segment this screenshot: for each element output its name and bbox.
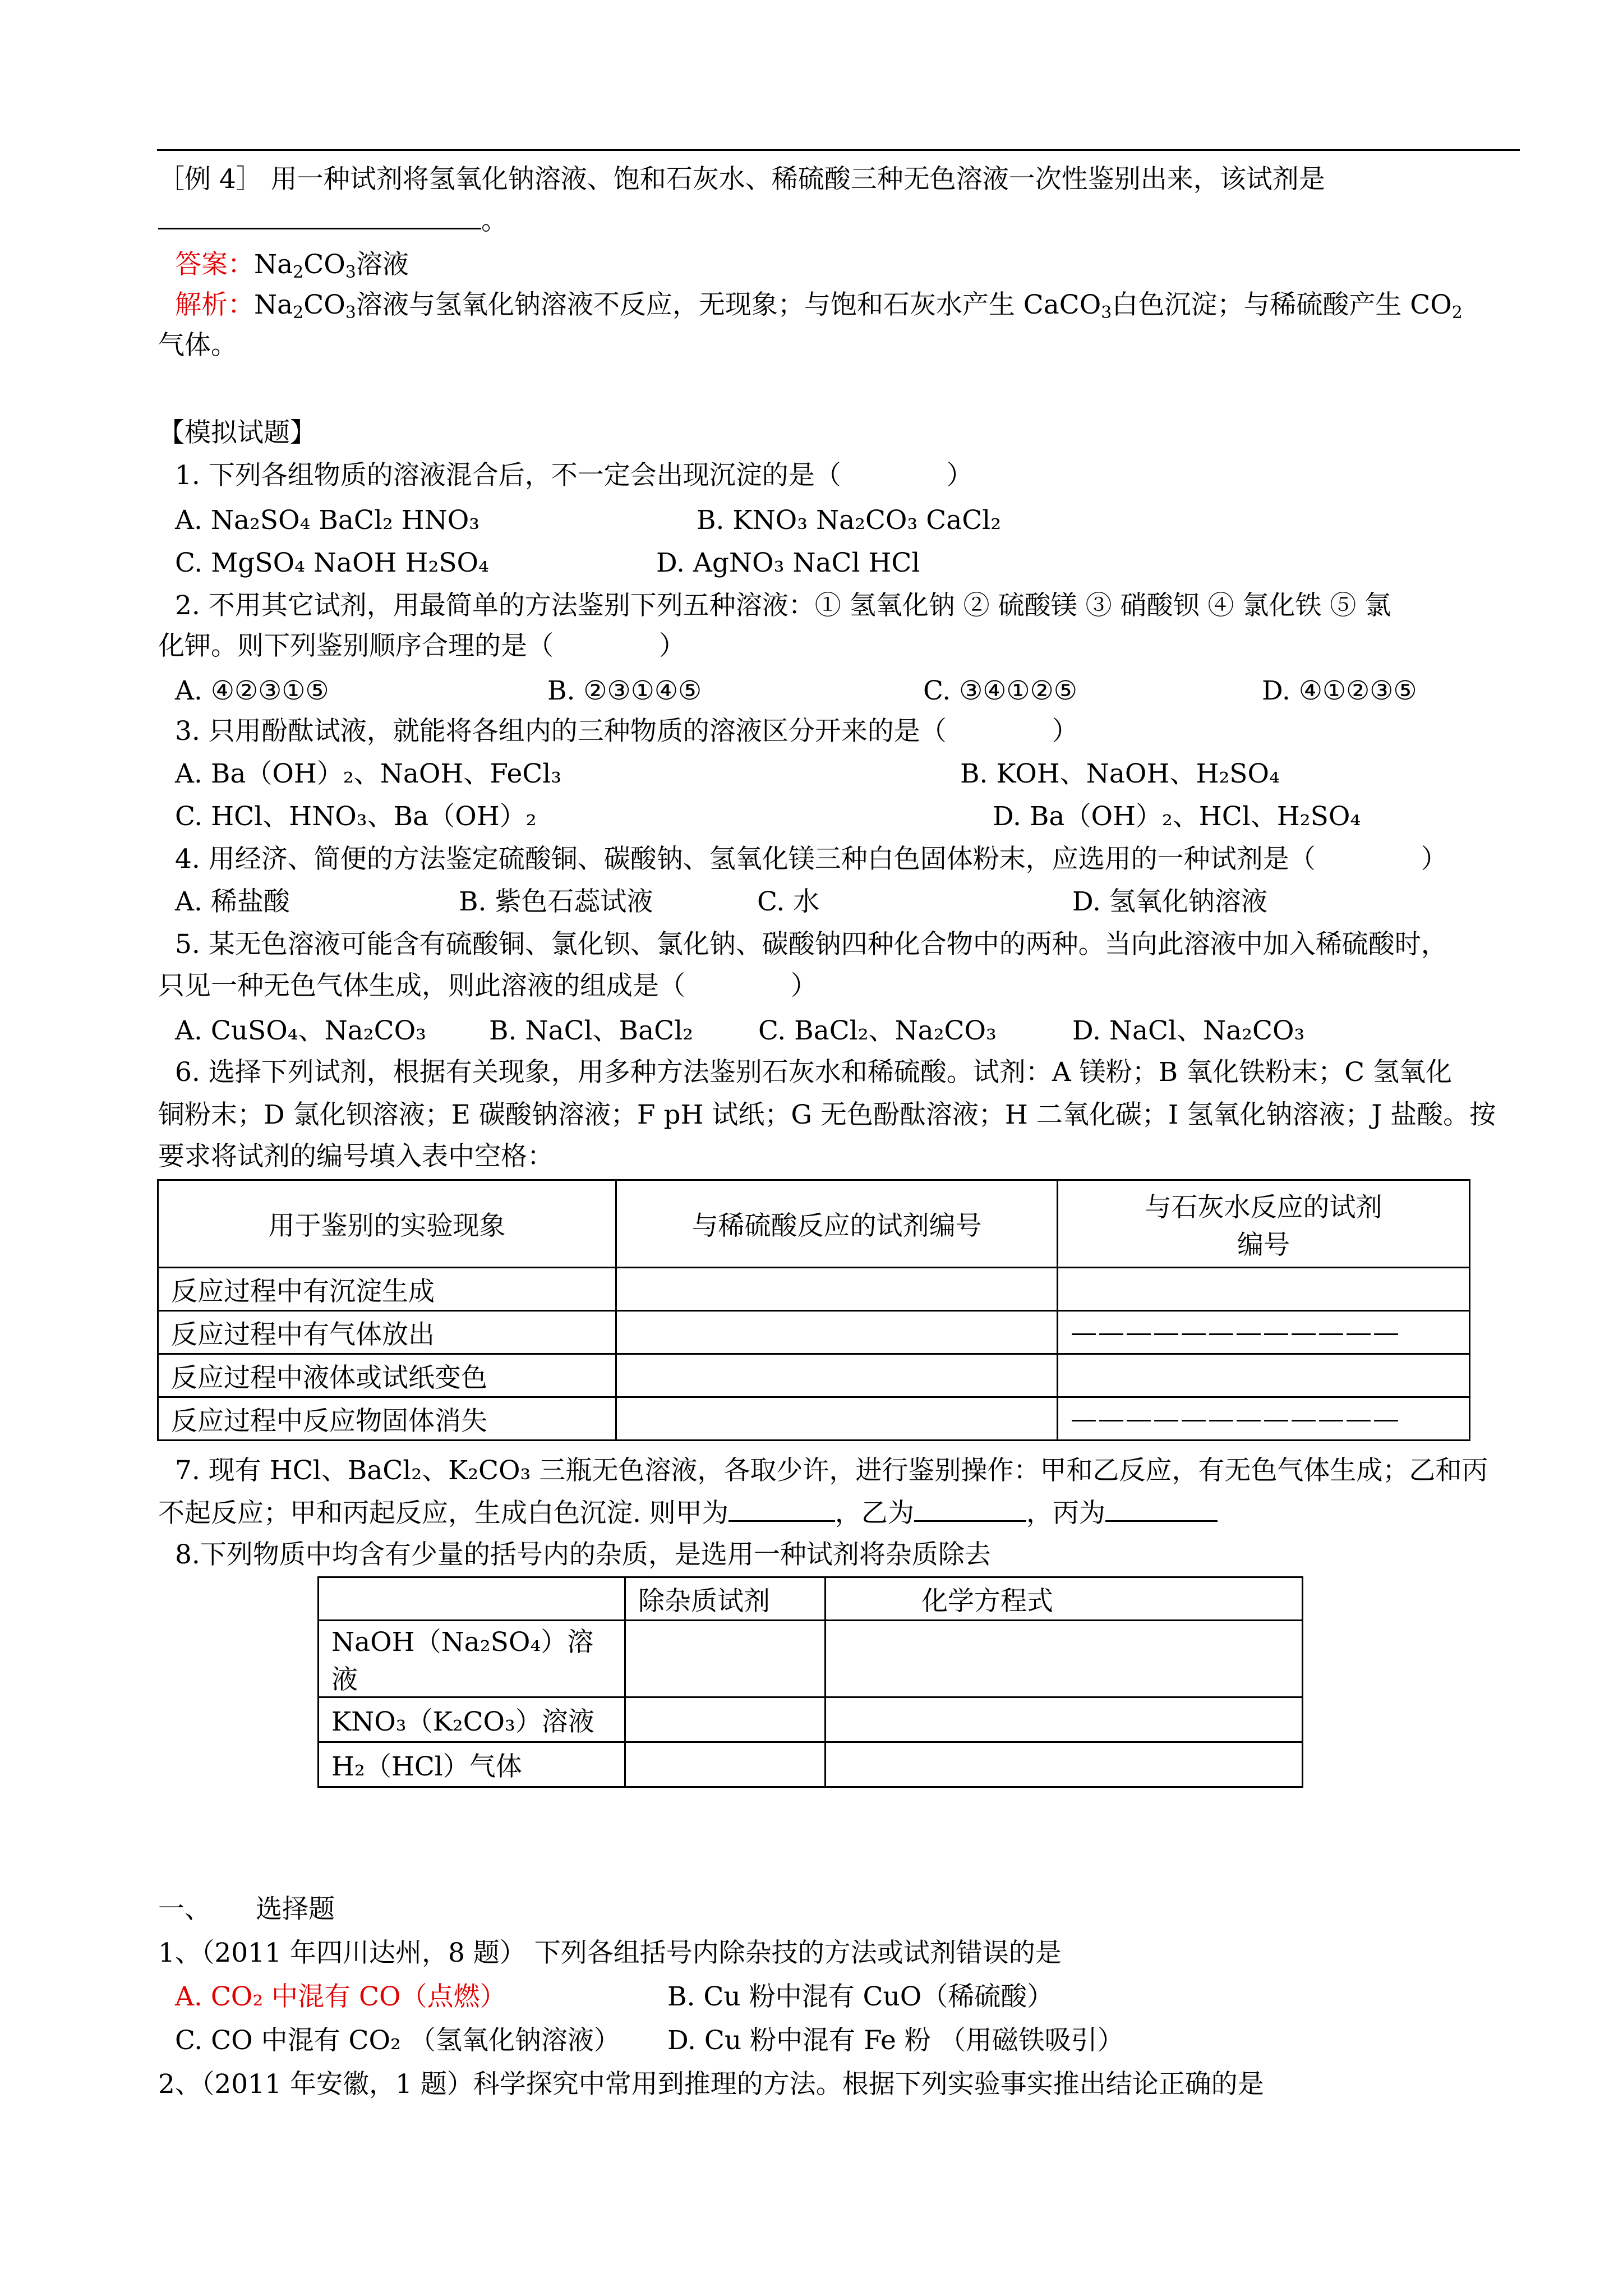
q4-option-c-text: C. 水 (757, 886, 820, 917)
q6-stem-1-text: 6. 选择下列试剂，根据有关现象，用多种方法鉴别石灰水和稀硫酸。试剂：A 镁粉；B 氧化铁粉末；C 氢氧化 (175, 1057, 1453, 1088)
q2-stem-2-text: 化钾。则下列鉴别顺序合理的是（ ） (158, 631, 685, 661)
q3-stem-text: 3. 只用酚酞试液，就能将各组内的三种物质的溶液区分开来的是（ ） (175, 716, 1078, 747)
q6-row3-acid-cell[interactable] (616, 1354, 1058, 1397)
table-row (158, 1311, 1470, 1354)
q5-option-c[interactable] (758, 1013, 997, 1049)
example4-analysis-cont (158, 328, 237, 364)
q7-line-1-text: 7. 现有 HCl、BaCl₂、K₂CO₃ 三瓶无色溶液，各取少许，进行鉴别操作：甲和乙反应，有无色气体生成；乙和丙 (175, 1455, 1488, 1486)
q5-stem-1-text: 5. 某无色溶液可能含有硫酸铜、氯化钡、氯化钠、碳酸钠四种化合物中的两种。当向此溶液中加入稀硫酸时， (175, 929, 1447, 960)
q8-row2-label: KNO₃（K₂CO₃）溶液 (319, 1697, 625, 1742)
q2-stem-1-text: 2. 不用其它试剂，用最简单的方法鉴别下列五种溶液：① 氢氧化钠 ② 硫酸镁 ③ 硝酸钡 ④ 氯化铁 ⑤ 氯 (175, 590, 1391, 621)
q7-text-b: ，乙为 (834, 1498, 914, 1529)
q8-header-reagent: 除杂质试剂 (625, 1577, 826, 1621)
q1-option-a-text: A. Na₂SO₄ BaCl₂ HNO₃ (175, 505, 480, 536)
q6-row4-lime-cell: ———————————— (1058, 1397, 1470, 1441)
q6-table-header-row (158, 1180, 1470, 1268)
q7-line-1 (175, 1453, 1488, 1489)
q1-option-a[interactable] (175, 503, 479, 539)
q6-row2-label: 反应过程中有气体放出 (158, 1311, 616, 1354)
q5-option-b[interactable] (489, 1013, 693, 1049)
q6-row4-label: 反应过程中反应物固体消失 (158, 1397, 616, 1441)
part2-q2-stem (158, 2067, 1264, 2102)
q3-option-b[interactable] (960, 756, 1280, 792)
q6-stem-2-text: 铜粉末；D 氯化钡溶液；E 碳酸钠溶液；F pH 试纸；G 无色酚酞溶液；H 二氧化碳；I 氢氧化钠溶液；J 盐酸。按 (158, 1099, 1496, 1130)
q6-stem-1 (175, 1055, 1452, 1091)
q8-header-equation: 化学方程式 (826, 1577, 1303, 1621)
q5-option-b-text: B. NaCl、BaCl₂ (489, 1015, 693, 1046)
q4-stem (175, 841, 1447, 877)
analysis-text-1: 溶液与氢氧化钠溶液不反应，无现象；与饱和石灰水产生 CaCO (356, 289, 1101, 320)
q3-option-c-text: C. HCl、HNO₃、Ba（OH）₂ (175, 801, 537, 832)
part2-q1-option-c[interactable] (175, 2023, 620, 2059)
q8-header-blank (319, 1577, 625, 1621)
analysis-label: 解析： (175, 289, 254, 320)
q3-option-a-text: A. Ba（OH）₂、NaOH、FeCl₃ (175, 758, 562, 789)
q8-row1-equation-cell[interactable] (826, 1621, 1303, 1697)
q6-header-phenomenon (158, 1180, 616, 1268)
part2-q1-stem-text: 1、（2011 年四川达州，8 题） 下列各组括号内除杂技的方法或试剂错误的是 (158, 1938, 1062, 1968)
q2-option-a[interactable] (175, 673, 329, 709)
analysis-text-2: 白色沉淀；与稀硫酸产生 CO (1112, 289, 1452, 320)
q1-option-c-text: C. MgSO₄ NaOH H₂SO₄ (175, 547, 489, 578)
q2-option-c[interactable] (923, 673, 1077, 709)
q4-option-b-text: B. 紫色石蕊试液 (459, 886, 653, 917)
q8-stem-text: 8.下列物质中均含有少量的括号内的杂质，是选用一种试剂将杂质除去 (175, 1539, 991, 1570)
q5-stem-1 (175, 927, 1447, 963)
q6-header-acid (616, 1180, 1058, 1268)
table-row (158, 1397, 1470, 1441)
q2-stem-2 (158, 628, 685, 664)
q2-option-b[interactable] (547, 673, 702, 709)
q5-option-a[interactable] (175, 1013, 426, 1049)
part2-q1-option-d-text: D. Cu 粉中混有 Fe 粉 （用磁铁吸引） (667, 2025, 1124, 2056)
q6-header-lime-text: 与石灰水反应的试剂 (1145, 1191, 1382, 1223)
q6-row2-lime-cell: ———————————— (1058, 1311, 1470, 1354)
table-row (319, 1742, 1303, 1787)
q6-row2-acid-cell[interactable] (616, 1311, 1058, 1354)
q6-header-lime-text-2: 编号 (1237, 1229, 1290, 1260)
q3-option-d-text: D. Ba（OH）₂、HCl、H₂SO₄ (993, 801, 1361, 832)
part2-heading (158, 1892, 335, 1927)
q7-text-a: 不起反应；甲和丙起反应，生成白色沉淀. 则甲为 (158, 1498, 728, 1529)
q8-stem (175, 1537, 991, 1573)
q6-row1-lime-cell[interactable] (1058, 1268, 1470, 1311)
q6-table (157, 1179, 1470, 1441)
q6-row1-label: 反应过程中有沉淀生成 (158, 1268, 616, 1311)
q8-row1-reagent-cell[interactable] (625, 1621, 826, 1697)
part2-q2-stem-text: 2、（2011 年安徽，1 题）科学探究中常用到推理的方法。根据下列实验事实推出结论正确的是 (158, 2069, 1264, 2100)
q5-option-a-text: A. CuSO₄、Na₂CO₃ (175, 1015, 426, 1046)
q6-row1-acid-cell[interactable] (616, 1268, 1058, 1311)
q8-row2-reagent-cell[interactable] (625, 1697, 826, 1742)
q8-row1-label: NaOH（Na₂SO₄）溶液 (319, 1621, 625, 1697)
section-mock-title (158, 415, 316, 451)
q8-row3-reagent-cell[interactable] (625, 1742, 826, 1787)
q7-text-c: ，丙为 (1026, 1498, 1105, 1529)
q8-table-header-row (319, 1577, 1303, 1621)
answer-text: 溶液 (356, 249, 409, 280)
answer-formula: $Na_2CO_3$ (254, 249, 356, 282)
part2-heading-num: 一、 (158, 1894, 211, 1925)
table-row (319, 1697, 1303, 1742)
table-row (158, 1354, 1470, 1397)
q1-option-b[interactable] (697, 503, 1001, 539)
q8-row2-equation-cell[interactable] (826, 1697, 1303, 1742)
top-rule (157, 149, 1520, 151)
part2-heading-text: 选择题 (256, 1894, 335, 1925)
q7-blank-yi[interactable] (914, 1494, 1026, 1522)
q1-option-c[interactable] (175, 545, 489, 581)
q3-option-d[interactable] (993, 799, 1361, 835)
analysis-text-3: 气体。 (158, 330, 237, 361)
section-mock-text: 【模拟试题】 (158, 417, 316, 448)
part2-q1-option-b-text: B. Cu 粉中混有 CuO（稀硫酸） (667, 1981, 1054, 2012)
q1-stem-text: 1. 下列各组物质的溶液混合后，不一定会出现沉淀的是（ ） (175, 460, 973, 491)
q7-line-2 (158, 1494, 1218, 1531)
q7-blank-jia[interactable] (728, 1494, 835, 1522)
q6-stem-2 (158, 1097, 1496, 1133)
q5-stem-2-text: 只见一种无色气体生成，则此溶液的组成是（ ） (158, 970, 817, 1001)
q5-option-d[interactable] (1072, 1013, 1304, 1049)
q4-option-a[interactable] (175, 884, 290, 920)
q1-option-b-text: B. KNO₃ Na₂CO₃ CaCl₂ (697, 505, 1002, 536)
q5-stem-2 (158, 968, 817, 1004)
q3-option-b-text: B. KOH、NaOH、H₂SO₄ (960, 758, 1280, 789)
q5-option-c-text: C. BaCl₂、Na₂CO₃ (758, 1015, 997, 1046)
q6-stem-3-text: 要求将试剂的编号填入表中空格： (158, 1141, 554, 1172)
q3-option-a[interactable] (175, 756, 561, 792)
q2-option-c-text: C. ③④①②⑤ (923, 675, 1077, 706)
q2-option-d[interactable] (1262, 673, 1417, 709)
q6-header-phenomenon-text: 用于鉴别的实验现象 (268, 1211, 506, 1241)
part2-q1-option-a[interactable] (175, 1979, 506, 2015)
q1-option-d-text: D. AgNO₃ NaCl HCl (656, 547, 920, 578)
q8-row3-label: H₂（HCl）气体 (319, 1742, 625, 1787)
example4-question-text: ［例 4］ 用一种试剂将氢氧化钠溶液、饱和石灰水、稀硫酸三种无色溶液一次性鉴别出来，该试剂是 (158, 164, 1325, 195)
part2-q1-option-c-text: C. CO 中混有 CO₂ （氢氧化钠溶液） (175, 2025, 620, 2056)
analysis-formula: $Na_2CO_3$ (254, 289, 356, 323)
q1-stem (175, 458, 973, 494)
part2-q1-option-d[interactable] (667, 2023, 1124, 2059)
table-row (158, 1268, 1470, 1311)
q6-row4-acid-cell[interactable] (616, 1397, 1058, 1441)
q2-stem-1 (175, 588, 1391, 624)
q4-option-d[interactable] (1072, 884, 1267, 920)
q1-option-d[interactable] (656, 545, 920, 581)
q6-row3-label: 反应过程中液体或试纸变色 (158, 1354, 616, 1397)
example4-question (158, 162, 1325, 197)
part2-q1-stem (158, 1935, 1062, 1971)
q8-table (317, 1576, 1303, 1788)
answer-label: 答案： (175, 249, 254, 280)
example4-analysis: 解析：$Na_2CO_3$溶液与氢氧化钠溶液不反应，无现象；与饱和石灰水产生 CaCO$_3$白色沉淀；与稀硫酸产生 $CO_2$ (175, 289, 1463, 323)
q8-row3-equation-cell[interactable] (826, 1742, 1303, 1787)
q5-option-d-text: D. NaCl、Na₂CO₃ (1072, 1015, 1305, 1046)
q2-option-b-text: B. ②③①④⑤ (547, 675, 702, 706)
q3-stem (175, 714, 1078, 749)
q6-header-acid-text: 与稀硫酸反应的试剂编号 (691, 1211, 982, 1241)
q6-header-lime (1058, 1180, 1470, 1268)
q6-stem-3 (158, 1139, 554, 1175)
example4-answer (175, 247, 409, 283)
q4-stem-text: 4. 用经济、简便的方法鉴定硫酸铜、碳酸钠、氢氧化镁三种白色固体粉末，应选用的一种试剂是（ ） (175, 844, 1447, 875)
q7-blank-bing[interactable] (1105, 1494, 1218, 1522)
answer-blank[interactable] (158, 202, 481, 229)
part2-q1-option-b[interactable] (667, 1979, 1053, 2015)
q3-option-c[interactable] (175, 799, 537, 835)
q4-option-d-text: D. 氢氧化钠溶液 (1072, 886, 1267, 917)
q4-option-a-text: A. 稀盐酸 (175, 886, 290, 917)
q2-option-d-text: D. ④①②③⑤ (1262, 675, 1417, 706)
example4-blank-line (158, 202, 508, 239)
q6-row3-lime-cell[interactable] (1058, 1354, 1470, 1397)
q2-option-a-text: A. ④②③①⑤ (175, 675, 329, 706)
part2-q1-option-a-text: A. CO₂ 中混有 CO（点燃） (175, 1981, 506, 2012)
table-row (319, 1621, 1303, 1697)
q4-option-c[interactable] (757, 884, 819, 920)
q4-option-b[interactable] (459, 884, 653, 920)
period: 。 (481, 205, 508, 236)
